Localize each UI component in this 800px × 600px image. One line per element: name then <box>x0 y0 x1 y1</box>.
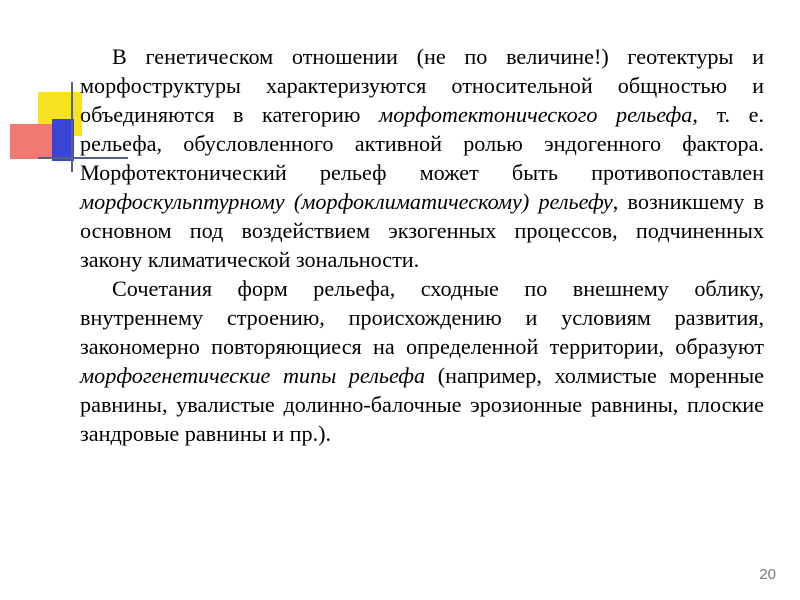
paragraph-2-part-1: Сочетания форм рельефа, сходные по внешнему облику, внутреннему строению, происхождению и условиям развития, закономерно повторяющиеся на определенной территории, образуют <box>80 276 764 359</box>
paragraph-1-part-1: В генетическом отношении (не по величине!) геотектуры и морфоструктуры характеризуются относительной общностью и объединяются в категорию <box>80 44 764 127</box>
decor-red-square <box>10 124 54 159</box>
paragraph-1-part-2: , т. е. рельефа, обусловленного активной ролью эндогенного фактора. Морфотектонический рельеф может быть противопоставлен <box>80 102 764 185</box>
slide-body-text <box>80 42 764 448</box>
paragraph-1 <box>80 42 764 274</box>
paragraph-2-part-2: (например, холмистые моренные равнины, увалистые долинно-балочные эрозионные равнины, плоские зандровые равнины и пр.). <box>80 363 764 446</box>
term-morphogenetic-relief-types: морфогенетические типы рельефа <box>80 363 426 388</box>
term-morphosculptural-relief: морфоскульптурному (морфоклиматическому) рельефу <box>80 189 613 214</box>
paragraph-2 <box>80 274 764 448</box>
page-number: 20 <box>759 566 776 583</box>
term-morphotectonic-relief: морфотектонического рельефа <box>379 102 693 127</box>
paragraph-1-part-3: , возникшему в основном под воздействием экзогенных процессов, подчиненных закону климатической зональности. <box>80 189 764 272</box>
